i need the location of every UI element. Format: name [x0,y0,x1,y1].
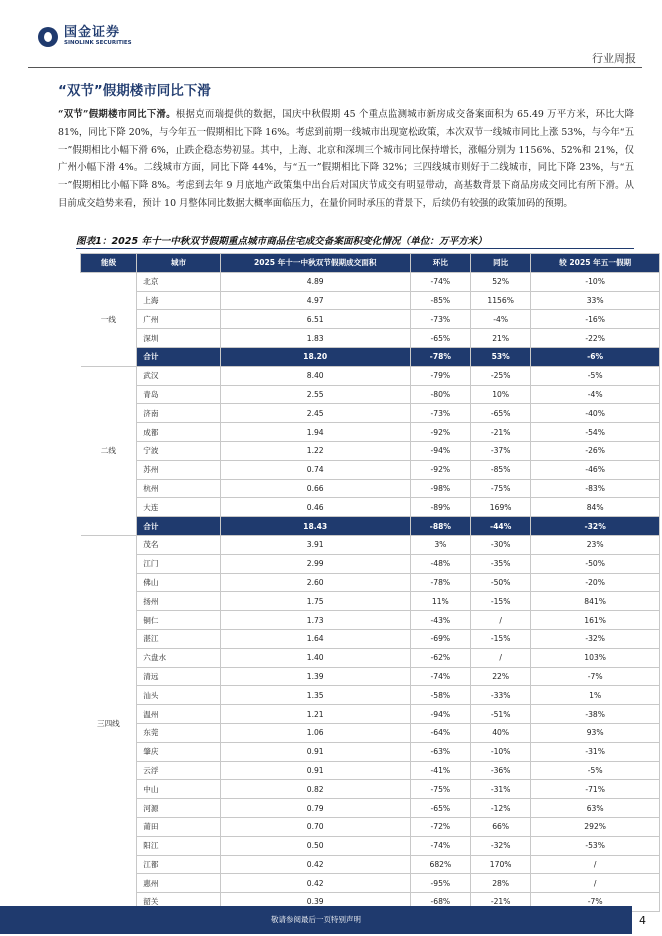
city-cell: 惠州 [137,874,220,893]
value-cell: 10% [471,385,531,404]
city-cell: 杭州 [137,479,220,498]
table-row [81,836,660,855]
value-cell: / [471,611,531,630]
value-cell: 4.89 [220,272,410,291]
value-cell: 0.46 [220,498,410,517]
value-cell: -20% [531,573,660,592]
value-cell: 0.74 [220,460,410,479]
value-cell: 0.42 [220,874,410,893]
value-cell: 1.75 [220,592,410,611]
value-cell: -74% [410,667,470,686]
table-row [81,460,660,479]
city-cell: 宁波 [137,441,220,460]
value-cell: -94% [410,441,470,460]
page-footer [0,906,632,934]
body-paragraph [58,106,634,213]
city-cell: 青岛 [137,385,220,404]
value-cell: 93% [531,723,660,742]
value-cell: -36% [471,761,531,780]
value-cell: -5% [531,761,660,780]
total-value: -44% [471,517,531,536]
value-cell: -74% [410,836,470,855]
value-cell: -21% [471,423,531,442]
value-cell: -74% [410,272,470,291]
city-cell: 铜仁 [137,611,220,630]
table-row [81,874,660,893]
value-cell: -33% [471,686,531,705]
paragraph-lead: “双节”假期楼市同比下滑。 [58,109,176,120]
total-value: -88% [410,517,470,536]
value-cell: -94% [410,705,470,724]
city-cell: 东莞 [137,723,220,742]
city-cell: 上海 [137,291,220,310]
value-cell: -32% [471,836,531,855]
value-cell: 1.35 [220,686,410,705]
city-cell: 江门 [137,554,220,573]
column-header: 2025 年十一中秋双节假期成交面积 [220,254,410,273]
table-row [81,667,660,686]
value-cell: -85% [471,460,531,479]
city-cell: 韶关 [137,893,220,912]
city-cell: 大连 [137,498,220,517]
value-cell: 6.51 [220,310,410,329]
value-cell: -41% [410,761,470,780]
figure-divider [76,248,634,249]
total-row [81,347,660,366]
table-row [81,498,660,517]
city-cell: 苏州 [137,460,220,479]
value-cell: 2.60 [220,573,410,592]
value-cell: -92% [410,423,470,442]
value-cell: -7% [531,893,660,912]
value-cell: -40% [531,404,660,423]
value-cell: -4% [531,385,660,404]
value-cell: 103% [531,648,660,667]
value-cell: -35% [471,554,531,573]
value-cell: -4% [471,310,531,329]
value-cell: / [471,648,531,667]
value-cell: 63% [531,799,660,818]
value-cell: -71% [531,780,660,799]
table-row [81,611,660,630]
data-table [80,253,660,912]
value-cell: 1.40 [220,648,410,667]
column-header: 同比 [471,254,531,273]
city-cell: 茂名 [137,535,220,554]
value-cell: -10% [471,742,531,761]
value-cell: / [531,874,660,893]
page-number: 4 [639,914,646,927]
table-body [81,272,660,911]
value-cell: 0.39 [220,893,410,912]
value-cell: -51% [471,705,531,724]
value-cell: 4.97 [220,291,410,310]
value-cell: 682% [410,855,470,874]
value-cell: 11% [410,592,470,611]
table-row [81,855,660,874]
value-cell: -68% [410,893,470,912]
value-cell: -98% [410,479,470,498]
value-cell: -31% [471,780,531,799]
section-title: “双节”假期楼市同比下滑 [58,83,211,99]
tier-cell: 三四线 [81,535,137,911]
value-cell: -53% [531,836,660,855]
value-cell: -38% [531,705,660,724]
city-cell: 温州 [137,705,220,724]
value-cell: 3% [410,535,470,554]
value-cell: -95% [410,874,470,893]
value-cell: 1.21 [220,705,410,724]
value-cell: 0.50 [220,836,410,855]
table-row [81,366,660,385]
value-cell: / [531,855,660,874]
value-cell: -80% [410,385,470,404]
value-cell: 0.82 [220,780,410,799]
value-cell: 0.91 [220,742,410,761]
value-cell: -65% [410,799,470,818]
value-cell: -75% [410,780,470,799]
total-value: -6% [531,347,660,366]
city-cell: 莆田 [137,817,220,836]
column-header: 较 2025 年五一假期 [531,254,660,273]
city-cell: 六盘水 [137,648,220,667]
value-cell: -73% [410,404,470,423]
city-cell: 中山 [137,780,220,799]
table-row [81,479,660,498]
value-cell: -15% [471,629,531,648]
city-cell: 广州 [137,310,220,329]
value-cell: -25% [471,366,531,385]
table-row [81,385,660,404]
table-row [81,592,660,611]
value-cell: -72% [410,817,470,836]
table-row [81,573,660,592]
table-row [81,761,660,780]
value-cell: -10% [531,272,660,291]
value-cell: -21% [471,893,531,912]
value-cell: 8.40 [220,366,410,385]
page-header [0,0,662,70]
value-cell: 2.99 [220,554,410,573]
value-cell: 28% [471,874,531,893]
city-cell: 肇庆 [137,742,220,761]
report-type: 行业周报 [592,52,636,65]
table-row [81,817,660,836]
tier-cell: 一线 [81,272,137,366]
table-row [81,423,660,442]
column-header: 能级 [81,254,137,273]
tier-cell: 二线 [81,366,137,535]
value-cell: 161% [531,611,660,630]
value-cell: -22% [531,329,660,348]
company-name-cn: 国金证券 [64,25,121,40]
city-cell: 深圳 [137,329,220,348]
total-label: 合计 [137,517,220,536]
city-cell: 河源 [137,799,220,818]
value-cell: 0.66 [220,479,410,498]
value-cell: 23% [531,535,660,554]
value-cell: -7% [531,667,660,686]
total-value: 18.43 [220,517,410,536]
city-cell: 汕头 [137,686,220,705]
city-cell: 佛山 [137,573,220,592]
value-cell: -78% [410,573,470,592]
table-header-row [81,254,660,273]
value-cell: 1.73 [220,611,410,630]
city-cell: 济南 [137,404,220,423]
value-cell: 292% [531,817,660,836]
table-row [81,648,660,667]
value-cell: 1156% [471,291,531,310]
paragraph-body: 根据克而瑞提供的数据，国庆中秋假期 45 个重点监测城市新房成交备案面积为 65.49 万平方米，环比大降 81%，同比下降 20%，与今年五一假期相比下降 16%。考虑到前期一线城市出现宽松政策，本次双节一线城市同比上涨 53%，与今年“五一”假期相比小幅下滑 6%，止跌企稳态势初显。其中，上海、北京和深圳三个城市同比保持增长，涨幅分别为 1156%、52%和 21%，仅广州小幅下滑 4%。二线城市方面，同比下降 44%，与“五一”假期相比下降 32%；三四线城市则好于二线城市，同比下降 23%，与“五一”假期相比小幅下降 8%。考虑到去年 9 月底地产政策集中出台后对国庆节成交有明显带动，高基数背景下商品房成交同比有所下滑。从目前成交趋势来看，预计 10 月整体同比数据大概率面临压力，在量价同时承压的背景下，后续仍有较强的政策加码的预期。 [58,109,634,209]
figure-title: 图表1：2025 年十一中秋双节假期重点城市商品住宅成交备案面积变化情况（单位：万平方米） [76,236,487,247]
company-logo [38,26,132,47]
table-row [81,310,660,329]
table-row [81,629,660,648]
value-cell: -69% [410,629,470,648]
city-cell: 武汉 [137,366,220,385]
table-row [81,272,660,291]
city-cell: 成都 [137,423,220,442]
value-cell: -65% [471,404,531,423]
value-cell: -64% [410,723,470,742]
value-cell: 52% [471,272,531,291]
total-label: 合计 [137,347,220,366]
value-cell: 22% [471,667,531,686]
total-row [81,517,660,536]
table-row [81,705,660,724]
value-cell: 2.55 [220,385,410,404]
value-cell: -62% [410,648,470,667]
value-cell: 33% [531,291,660,310]
value-cell: 169% [471,498,531,517]
value-cell: 0.70 [220,817,410,836]
city-cell: 扬州 [137,592,220,611]
table-row [81,686,660,705]
table-row [81,799,660,818]
value-cell: -54% [531,423,660,442]
value-cell: -15% [471,592,531,611]
column-header: 环比 [410,254,470,273]
total-value: -32% [531,517,660,536]
value-cell: 1.64 [220,629,410,648]
table-row [81,535,660,554]
value-cell: 1.39 [220,667,410,686]
value-cell: -48% [410,554,470,573]
value-cell: -89% [410,498,470,517]
value-cell: 170% [471,855,531,874]
value-cell: -79% [410,366,470,385]
value-cell: -73% [410,310,470,329]
table-row [81,291,660,310]
value-cell: 0.42 [220,855,410,874]
value-cell: -58% [410,686,470,705]
total-value: 53% [471,347,531,366]
value-cell: -12% [471,799,531,818]
value-cell: 1.22 [220,441,410,460]
table-row [81,404,660,423]
city-cell: 湛江 [137,629,220,648]
value-cell: 1.06 [220,723,410,742]
value-cell: -30% [471,535,531,554]
value-cell: 0.79 [220,799,410,818]
total-value: -78% [410,347,470,366]
table-row [81,742,660,761]
value-cell: -50% [471,573,531,592]
city-cell: 北京 [137,272,220,291]
company-name-en: SINOLINK SECURITIES [64,40,132,46]
column-header: 城市 [137,254,220,273]
table-row [81,780,660,799]
value-cell: -75% [471,479,531,498]
logo-icon [38,27,58,47]
total-value: 18.20 [220,347,410,366]
table-row [81,723,660,742]
value-cell: -16% [531,310,660,329]
value-cell: 1.94 [220,423,410,442]
value-cell: -5% [531,366,660,385]
footer-disclaimer: 敬请参阅最后一页特别声明 [271,915,361,924]
value-cell: -43% [410,611,470,630]
value-cell: -26% [531,441,660,460]
value-cell: 1.83 [220,329,410,348]
table-row [81,441,660,460]
value-cell: -46% [531,460,660,479]
value-cell: -63% [410,742,470,761]
value-cell: 0.91 [220,761,410,780]
value-cell: 1% [531,686,660,705]
value-cell: -83% [531,479,660,498]
value-cell: -85% [410,291,470,310]
value-cell: 2.45 [220,404,410,423]
table-row [81,329,660,348]
value-cell: -31% [531,742,660,761]
table-row [81,554,660,573]
value-cell: 66% [471,817,531,836]
value-cell: 21% [471,329,531,348]
value-cell: -92% [410,460,470,479]
value-cell: -50% [531,554,660,573]
city-cell: 云浮 [137,761,220,780]
city-cell: 江都 [137,855,220,874]
value-cell: -32% [531,629,660,648]
city-cell: 阳江 [137,836,220,855]
value-cell: 3.91 [220,535,410,554]
value-cell: 40% [471,723,531,742]
value-cell: 841% [531,592,660,611]
city-cell: 清远 [137,667,220,686]
value-cell: 84% [531,498,660,517]
header-divider [28,67,642,68]
value-cell: -65% [410,329,470,348]
value-cell: -37% [471,441,531,460]
